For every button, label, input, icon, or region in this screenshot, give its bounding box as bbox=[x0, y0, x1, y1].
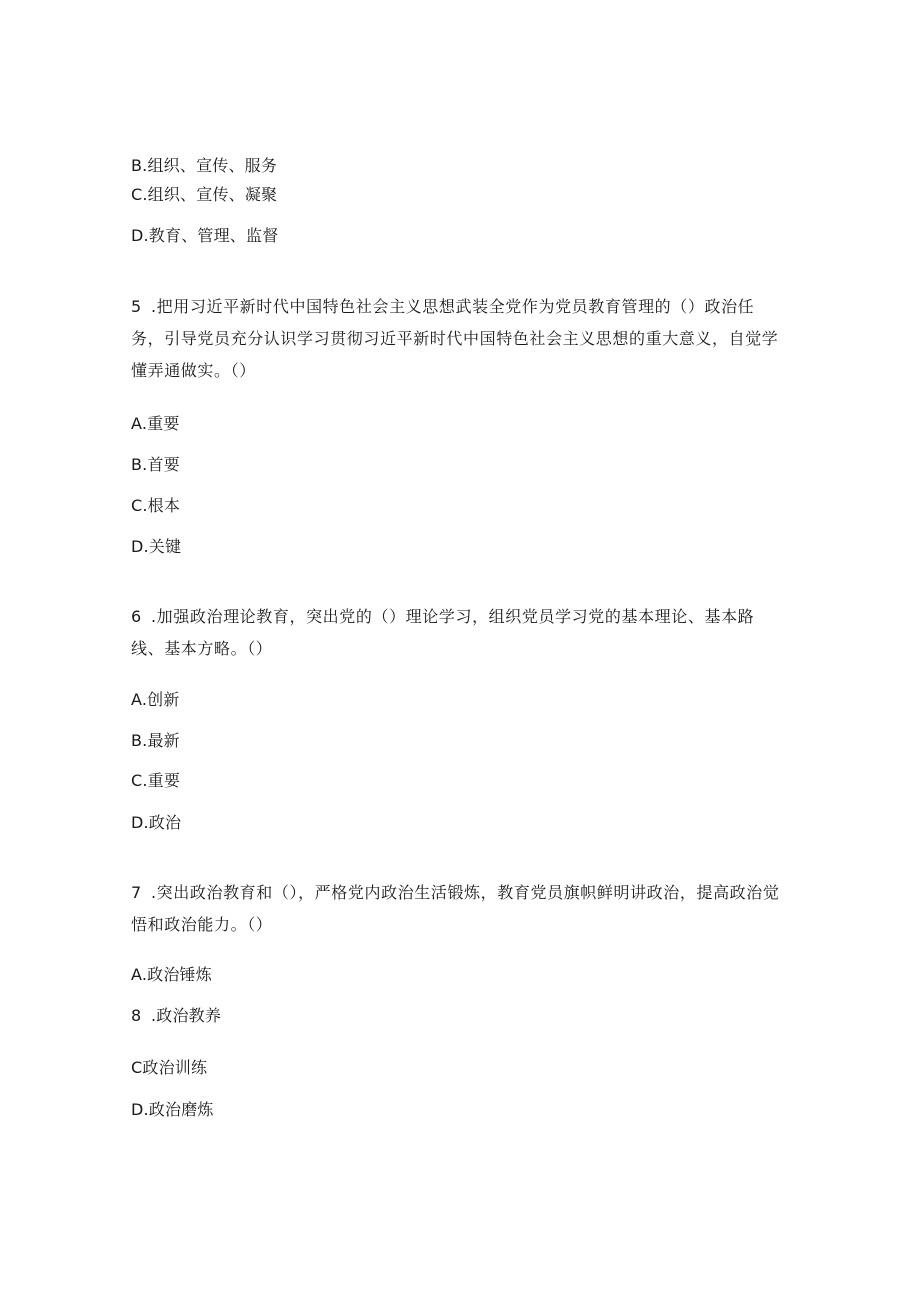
q6-option-b: B.最新 bbox=[131, 731, 180, 750]
q4-option-b: B.组织、宣传、服务 bbox=[131, 156, 278, 175]
q7-option-a: A.政治锤炼 bbox=[131, 965, 212, 984]
q5-stem bbox=[131, 291, 781, 387]
q7-text: .突出政治教育和（），严格党内政治生活锻炼，教育党员旗帜鲜明讲政治，提高政治觉悟和政治能力。（） bbox=[131, 883, 780, 934]
q5-option-c: C.根本 bbox=[131, 496, 181, 515]
q6-option-c: C.重要 bbox=[131, 771, 181, 790]
q8-number: 8 bbox=[131, 1006, 142, 1025]
q6-number: 6 bbox=[131, 607, 142, 626]
q6-stem bbox=[131, 601, 781, 665]
q5-number: 5 bbox=[131, 297, 142, 316]
q6-option-d: D.政治 bbox=[131, 813, 182, 832]
q8-option-c: C政治训练 bbox=[131, 1058, 208, 1077]
q6-text: .加强政治理论教育，突出党的（）理论学习，组织党员学习党的基本理论、基本路线、基本方略。（） bbox=[131, 607, 755, 658]
q8-text: .政治教养 bbox=[151, 1006, 222, 1025]
q8-stem bbox=[131, 1006, 221, 1026]
q7-number: 7 bbox=[131, 883, 142, 902]
q7-stem bbox=[131, 877, 781, 941]
q5-text: .把用习近平新时代中国特色社会主义思想武装全党作为党员教育管理的（）政治任务，引导党员充分认识学习贯彻习近平新时代中国特色社会主义思想的重大意义，自觉学懂弄通做实。（） bbox=[131, 297, 779, 380]
q5-option-d: D.关键 bbox=[131, 537, 182, 556]
q8-option-d: D.政治磨炼 bbox=[131, 1100, 214, 1119]
q6-option-a: A.创新 bbox=[131, 690, 180, 709]
q4-option-d: D.教育、管理、监督 bbox=[131, 226, 279, 245]
q5-option-b: B.首要 bbox=[131, 455, 180, 474]
q5-option-a: A.重要 bbox=[131, 414, 180, 433]
q4-option-c: C.组织、宣传、凝聚 bbox=[131, 185, 278, 204]
